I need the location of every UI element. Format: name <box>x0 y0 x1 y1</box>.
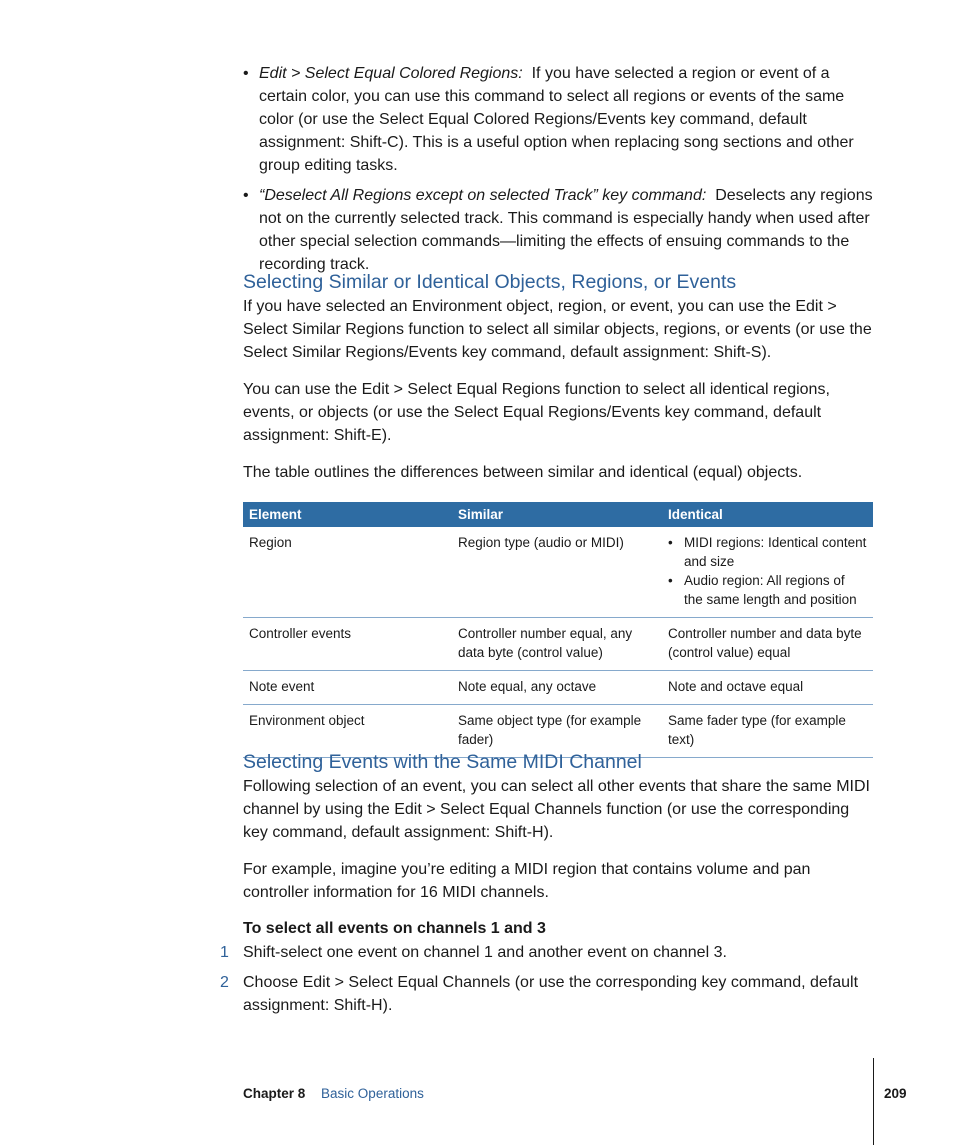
table-header: Element <box>243 502 452 527</box>
bullet-dot: • <box>668 535 673 550</box>
page-footer <box>243 1086 424 1101</box>
bullet-list <box>243 62 875 283</box>
table-cell: Region type (audio or MIDI) <box>452 527 662 618</box>
table-cell: Note equal, any octave <box>452 671 662 705</box>
page-number: 209 <box>884 1086 907 1101</box>
bullet-text: Deselects any regions not on the currently selected track. This command is especially handy when used after other special selection commands—limiting the effects of ensuing commands to the recording track. <box>259 187 873 273</box>
bullet-lead: “Deselect All Regions except on selected Track” key command: <box>259 187 707 204</box>
table-header: Similar <box>452 502 662 527</box>
paragraph: For example, imagine you’re editing a MIDI region that contains volume and pan controller information for 16 MIDI channels. <box>243 861 811 901</box>
cell-bullet-item <box>668 533 867 571</box>
section-heading-similar: Selecting Similar or Identical Objects, Regions, or Events <box>243 271 737 293</box>
step-number: 2 <box>220 974 229 991</box>
table-cell: Controller number and data byte (control value) equal <box>662 618 873 671</box>
bullet-dot: • <box>243 187 249 204</box>
bullet-dot: • <box>243 65 249 82</box>
table-cell: Region <box>243 527 452 618</box>
bullet-item <box>243 62 875 177</box>
step-list <box>220 941 880 1024</box>
cell-bullet-text: Audio region: All regions of the same length and position <box>684 573 857 607</box>
paragraph: You can use the Edit > Select Equal Regions function to select all identical regions, events, or objects (or use the Select Equal Regions/Events key command, default assignment: Shift-E). <box>243 381 830 444</box>
paragraph: Following selection of an event, you can select all other events that share the same MIDI channel by using the Edit > Select Equal Channels function (or use the corresponding key command, default assignment: Shift-H). <box>243 778 870 841</box>
bullet-text: If you have selected a region or event of a certain color, you can use this command to select all regions or events of the same color (or use the Select Equal Colored Regions/Events key command, default assignment: Shift-C). This is a useful option when replacing song sections and other group editing tasks. <box>259 65 854 174</box>
bullet-lead: Edit > Select Equal Colored Regions: <box>259 65 523 82</box>
table-cell <box>662 527 873 618</box>
paragraph: If you have selected an Environment object, region, or event, you can use the Edit > Select Similar Regions function to select all similar objects, regions, or events (or use the Select Similar Regions/Events key command, default assignment: Shift-S). <box>243 298 872 361</box>
task-heading: To select all events on channels 1 and 3 <box>243 920 546 937</box>
table-cell: Controller events <box>243 618 452 671</box>
step-text: Choose Edit > Select Equal Channels (or use the corresponding key command, default assignment: Shift-H). <box>243 974 859 1014</box>
footer-chapter: Chapter 8 <box>243 1086 306 1101</box>
step-item <box>220 971 880 1017</box>
table-header: Identical <box>662 502 873 527</box>
cell-bullet-list <box>668 533 867 609</box>
paragraph: The table outlines the differences between similar and identical (equal) objects. <box>243 464 803 481</box>
table-row <box>243 618 873 671</box>
step-number: 1 <box>220 944 229 961</box>
step-item <box>220 941 880 964</box>
table-header-row <box>243 502 873 527</box>
comparison-table <box>243 502 873 758</box>
section-heading-midi-channel: Selecting Events with the Same MIDI Channel <box>243 751 642 773</box>
table-cell: Note event <box>243 671 452 705</box>
table-row <box>243 527 873 618</box>
table-cell: Same object type (for example fader) <box>452 705 662 758</box>
bullet-dot: • <box>668 573 673 588</box>
table-row <box>243 671 873 705</box>
table-cell: Controller number equal, any data byte (control value) <box>452 618 662 671</box>
footer-divider <box>873 1058 874 1145</box>
table-cell: Environment object <box>243 705 452 758</box>
cell-bullet-text: MIDI regions: Identical content and size <box>684 535 867 569</box>
step-text: Shift-select one event on channel 1 and another event on channel 3. <box>243 944 727 961</box>
bullet-item <box>243 184 875 276</box>
cell-bullet-item <box>668 571 867 609</box>
footer-chapter-title: Basic Operations <box>321 1086 424 1101</box>
table-cell: Note and octave equal <box>662 671 873 705</box>
table-cell: Same fader type (for example text) <box>662 705 873 758</box>
